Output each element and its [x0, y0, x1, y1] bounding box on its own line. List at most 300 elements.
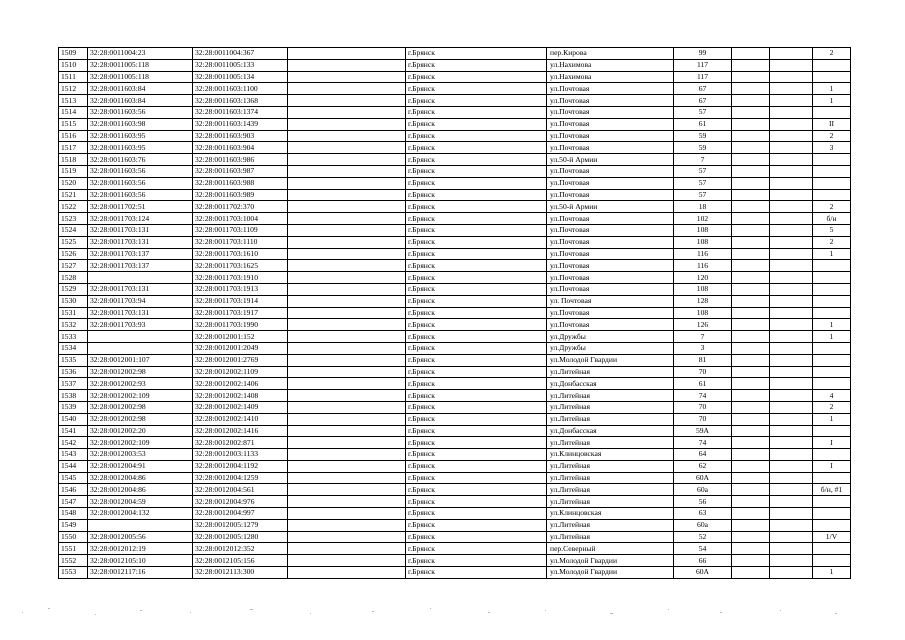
blank-cell	[770, 331, 813, 343]
blank-cell	[732, 319, 770, 331]
blank-cell	[288, 567, 406, 579]
table-row	[59, 307, 851, 319]
row-number-cell: 1528	[59, 272, 88, 284]
row-number-cell: 1510	[59, 59, 88, 71]
city-cell: г.Брянск	[406, 189, 547, 201]
blank-cell	[732, 449, 770, 461]
parcel-number-cell: 32:28:0011004:23	[88, 48, 193, 60]
row-number-cell: 1534	[59, 342, 88, 354]
apartment-cell: 1	[813, 95, 851, 107]
blank-cell	[770, 437, 813, 449]
parcel-number-cell: 32:28:0011703:131	[88, 283, 193, 295]
blank-cell	[732, 331, 770, 343]
city-cell: г.Брянск	[406, 449, 547, 461]
house-number-cell: 120	[674, 272, 732, 284]
parcel-number-cell: 32:28:0012004:132	[88, 508, 193, 520]
house-number-cell: 74	[674, 437, 732, 449]
blank-cell	[288, 319, 406, 331]
blank-cell	[288, 224, 406, 236]
blank-cell	[732, 307, 770, 319]
row-number-cell: 1512	[59, 83, 88, 95]
street-cell: ул.Почтовая	[547, 236, 674, 248]
parcel-number-cell: 32:28:0012002:98	[88, 366, 193, 378]
parcel-number-cell: 32:28:0011603:95	[88, 142, 193, 154]
object-number-cell: 32:28:0012004:976	[193, 496, 288, 508]
row-number-cell: 1519	[59, 165, 88, 177]
blank-cell	[732, 59, 770, 71]
apartment-cell: 2	[813, 130, 851, 142]
blank-cell	[732, 519, 770, 531]
table-row	[59, 106, 851, 118]
house-number-cell: 60А	[674, 472, 732, 484]
street-cell: ул.Литейная	[547, 496, 674, 508]
street-cell: ул.Нахимова	[547, 71, 674, 83]
apartment-cell: 1	[813, 413, 851, 425]
apartment-cell	[813, 283, 851, 295]
parcel-number-cell: 32:28:0011603:76	[88, 154, 193, 166]
object-number-cell: 32:28:0012004:1192	[193, 460, 288, 472]
parcel-number-cell: 32:28:0011603:98	[88, 118, 193, 130]
city-cell: г.Брянск	[406, 413, 547, 425]
house-number-cell: 74	[674, 390, 732, 402]
object-number-cell: 32:28:0011603:986	[193, 154, 288, 166]
blank-cell	[732, 48, 770, 60]
blank-cell	[732, 177, 770, 189]
apartment-cell: II	[813, 118, 851, 130]
blank-cell	[770, 342, 813, 354]
object-number-cell: 32:28:0011603:904	[193, 142, 288, 154]
apartment-cell: 4	[813, 390, 851, 402]
house-number-cell: 3	[674, 342, 732, 354]
apartment-cell	[813, 177, 851, 189]
apartment-cell: 1	[813, 248, 851, 260]
house-number-cell: 70	[674, 413, 732, 425]
street-cell: ул.Почтовая	[547, 224, 674, 236]
parcel-number-cell: 32:28:0012002:109	[88, 390, 193, 402]
row-number-cell: 1531	[59, 307, 88, 319]
parcel-number-cell: 32:28:0012002:20	[88, 425, 193, 437]
blank-cell	[288, 106, 406, 118]
object-number-cell: 32:28:0012001:152	[193, 331, 288, 343]
table-row	[59, 437, 851, 449]
apartment-cell	[813, 307, 851, 319]
table-row	[59, 484, 851, 496]
table-row	[59, 295, 851, 307]
row-number-cell: 1546	[59, 484, 88, 496]
city-cell: г.Брянск	[406, 165, 547, 177]
blank-cell	[732, 531, 770, 543]
blank-cell	[770, 213, 813, 225]
blank-cell	[288, 130, 406, 142]
city-cell: г.Брянск	[406, 59, 547, 71]
house-number-cell: 61	[674, 378, 732, 390]
blank-cell	[770, 390, 813, 402]
table-row	[59, 95, 851, 107]
row-number-cell: 1548	[59, 508, 88, 520]
apartment-cell	[813, 106, 851, 118]
blank-cell	[732, 295, 770, 307]
house-number-cell: 70	[674, 401, 732, 413]
parcel-number-cell: 32:28:0011703:131	[88, 236, 193, 248]
apartment-cell	[813, 508, 851, 520]
table-row	[59, 449, 851, 461]
table-row	[59, 425, 851, 437]
blank-cell	[770, 224, 813, 236]
object-number-cell: 32:28:0011703:1917	[193, 307, 288, 319]
apartment-cell	[813, 366, 851, 378]
street-cell: ул.Клинцовская	[547, 449, 674, 461]
street-cell: ул.Почтовая	[547, 83, 674, 95]
table-row	[59, 283, 851, 295]
city-cell: г.Брянск	[406, 283, 547, 295]
object-number-cell: 32:28:0011603:1100	[193, 83, 288, 95]
blank-cell	[770, 413, 813, 425]
blank-cell	[732, 260, 770, 272]
street-cell: ул.Почтовая	[547, 142, 674, 154]
house-number-cell: 60А	[674, 567, 732, 579]
house-number-cell: 63	[674, 508, 732, 520]
blank-cell	[288, 201, 406, 213]
blank-cell	[288, 283, 406, 295]
apartment-cell: 1	[813, 331, 851, 343]
street-cell: ул.Почтовая	[547, 165, 674, 177]
blank-cell	[288, 496, 406, 508]
blank-cell	[770, 307, 813, 319]
street-cell: ул.Клинцовская	[547, 508, 674, 520]
table-row	[59, 342, 851, 354]
apartment-cell	[813, 260, 851, 272]
table-row	[59, 460, 851, 472]
house-number-cell: 59А	[674, 425, 732, 437]
house-number-cell: 108	[674, 224, 732, 236]
table-row	[59, 260, 851, 272]
object-number-cell: 32:28:0012001:2049	[193, 342, 288, 354]
blank-cell	[732, 567, 770, 579]
city-cell: г.Брянск	[406, 83, 547, 95]
street-cell: ул.Литейная	[547, 484, 674, 496]
row-number-cell: 1535	[59, 354, 88, 366]
table-row	[59, 331, 851, 343]
object-number-cell: 32:28:0011703:1910	[193, 272, 288, 284]
house-number-cell: 67	[674, 95, 732, 107]
house-number-cell: 108	[674, 236, 732, 248]
street-cell: ул.Дружбы	[547, 331, 674, 343]
blank-cell	[770, 555, 813, 567]
table-row	[59, 154, 851, 166]
street-cell: ул.50-й Армии	[547, 154, 674, 166]
house-number-cell: 81	[674, 354, 732, 366]
house-number-cell: 7	[674, 331, 732, 343]
house-number-cell: 116	[674, 260, 732, 272]
house-number-cell: 64	[674, 449, 732, 461]
row-number-cell: 1517	[59, 142, 88, 154]
house-number-cell: 59	[674, 130, 732, 142]
row-number-cell: 1547	[59, 496, 88, 508]
blank-cell	[288, 48, 406, 60]
table-row	[59, 378, 851, 390]
city-cell: г.Брянск	[406, 106, 547, 118]
parcel-number-cell: 32:28:0012002:109	[88, 437, 193, 449]
city-cell: г.Брянск	[406, 71, 547, 83]
city-cell: г.Брянск	[406, 236, 547, 248]
blank-cell	[288, 413, 406, 425]
city-cell: г.Брянск	[406, 142, 547, 154]
blank-cell	[770, 59, 813, 71]
blank-cell	[288, 189, 406, 201]
table-row	[59, 177, 851, 189]
house-number-cell: 128	[674, 295, 732, 307]
street-cell: ул.Почтовая	[547, 213, 674, 225]
parcel-number-cell: 32:28:0011703:131	[88, 307, 193, 319]
city-cell: г.Брянск	[406, 484, 547, 496]
object-number-cell: 32:28:0011603:989	[193, 189, 288, 201]
city-cell: г.Брянск	[406, 260, 547, 272]
row-number-cell: 1550	[59, 531, 88, 543]
blank-cell	[732, 508, 770, 520]
blank-cell	[288, 272, 406, 284]
apartment-cell: б/н	[813, 213, 851, 225]
blank-cell	[770, 189, 813, 201]
apartment-cell	[813, 295, 851, 307]
blank-cell	[770, 519, 813, 531]
city-cell: г.Брянск	[406, 295, 547, 307]
parcel-number-cell: 32:28:0012012:19	[88, 543, 193, 555]
table-row	[59, 189, 851, 201]
blank-cell	[288, 543, 406, 555]
street-cell: ул.Литейная	[547, 531, 674, 543]
table-row	[59, 224, 851, 236]
city-cell: г.Брянск	[406, 272, 547, 284]
row-number-cell: 1520	[59, 177, 88, 189]
object-number-cell: 32:28:0012001:2769	[193, 354, 288, 366]
city-cell: г.Брянск	[406, 224, 547, 236]
street-cell: ул.Литейная	[547, 437, 674, 449]
blank-cell	[770, 531, 813, 543]
object-number-cell: 32:28:0012002:1409	[193, 401, 288, 413]
table-row	[59, 519, 851, 531]
street-cell: пер.Кирова	[547, 48, 674, 60]
street-cell: ул.Почтовая	[547, 95, 674, 107]
parcel-number-cell: 32:28:0011703:94	[88, 295, 193, 307]
object-number-cell: 32:28:0011703:1625	[193, 260, 288, 272]
blank-cell	[770, 236, 813, 248]
parcel-number-cell: 32:28:0012005:56	[88, 531, 193, 543]
parcel-number-cell: 32:28:0011703:124	[88, 213, 193, 225]
row-number-cell: 1522	[59, 201, 88, 213]
blank-cell	[288, 472, 406, 484]
table-row	[59, 390, 851, 402]
house-number-cell: 61	[674, 118, 732, 130]
table-row	[59, 366, 851, 378]
blank-cell	[770, 295, 813, 307]
blank-cell	[288, 295, 406, 307]
apartment-cell	[813, 543, 851, 555]
blank-cell	[288, 366, 406, 378]
parcel-number-cell: 32:28:0011005:118	[88, 71, 193, 83]
parcel-number-cell: 32:28:0012105:10	[88, 555, 193, 567]
table-row	[59, 236, 851, 248]
object-number-cell: 32:28:0012004:997	[193, 508, 288, 520]
city-cell: г.Брянск	[406, 48, 547, 60]
house-number-cell: 52	[674, 531, 732, 543]
apartment-cell: 5	[813, 224, 851, 236]
blank-cell	[770, 283, 813, 295]
blank-cell	[770, 71, 813, 83]
blank-cell	[288, 425, 406, 437]
object-number-cell: 32:28:0012113:300	[193, 567, 288, 579]
apartment-cell	[813, 342, 851, 354]
table-row	[59, 165, 851, 177]
city-cell: г.Брянск	[406, 425, 547, 437]
blank-cell	[770, 130, 813, 142]
object-number-cell: 32:28:0012002:1416	[193, 425, 288, 437]
row-number-cell: 1515	[59, 118, 88, 130]
row-number-cell: 1518	[59, 154, 88, 166]
row-number-cell: 1521	[59, 189, 88, 201]
row-number-cell: 1544	[59, 460, 88, 472]
street-cell: ул.Молодой Гвардии	[547, 567, 674, 579]
blank-cell	[732, 496, 770, 508]
blank-cell	[288, 154, 406, 166]
parcel-number-cell: 32:28:0011603:56	[88, 165, 193, 177]
blank-cell	[732, 413, 770, 425]
table-row	[59, 319, 851, 331]
row-number-cell: 1532	[59, 319, 88, 331]
row-number-cell: 1511	[59, 71, 88, 83]
street-cell: ул.Нахимова	[547, 59, 674, 71]
parcel-number-cell: 32:28:0012004:86	[88, 484, 193, 496]
parcel-number-cell: 32:28:0011603:95	[88, 130, 193, 142]
object-number-cell: 32:28:0011703:1913	[193, 283, 288, 295]
city-cell: г.Брянск	[406, 390, 547, 402]
street-cell: ул.Почтовая	[547, 248, 674, 260]
house-number-cell: 60а	[674, 519, 732, 531]
object-number-cell: 32:28:0011005:133	[193, 59, 288, 71]
street-cell: ул.Донбасская	[547, 425, 674, 437]
apartment-cell	[813, 496, 851, 508]
apartment-cell: 1	[813, 567, 851, 579]
blank-cell	[288, 342, 406, 354]
object-number-cell: 32:28:0012003:1133	[193, 449, 288, 461]
table-row	[59, 201, 851, 213]
street-cell: ул.Почтовая	[547, 106, 674, 118]
row-number-cell: 1516	[59, 130, 88, 142]
blank-cell	[288, 484, 406, 496]
blank-cell	[770, 154, 813, 166]
city-cell: г.Брянск	[406, 519, 547, 531]
object-number-cell: 32:28:0011603:1368	[193, 95, 288, 107]
object-number-cell: 32:28:0011703:1004	[193, 213, 288, 225]
apartment-cell	[813, 519, 851, 531]
apartment-cell	[813, 59, 851, 71]
blank-cell	[288, 95, 406, 107]
blank-cell	[732, 354, 770, 366]
blank-cell	[732, 236, 770, 248]
blank-cell	[288, 165, 406, 177]
object-number-cell: 32:28:0012005:1280	[193, 531, 288, 543]
house-number-cell: 57	[674, 106, 732, 118]
parcel-number-cell: 32:28:0011603:56	[88, 189, 193, 201]
blank-cell	[770, 401, 813, 413]
house-number-cell: 56	[674, 496, 732, 508]
blank-cell	[770, 142, 813, 154]
house-number-cell: 57	[674, 165, 732, 177]
blank-cell	[288, 555, 406, 567]
object-number-cell: 32:28:0012002:1109	[193, 366, 288, 378]
blank-cell	[770, 106, 813, 118]
house-number-cell: 116	[674, 248, 732, 260]
row-number-cell: 1514	[59, 106, 88, 118]
apartment-cell	[813, 154, 851, 166]
blank-cell	[732, 106, 770, 118]
blank-cell	[288, 390, 406, 402]
table-row	[59, 71, 851, 83]
object-number-cell: 32:28:0011004:367	[193, 48, 288, 60]
blank-cell	[770, 378, 813, 390]
street-cell: ул.Почтовая	[547, 189, 674, 201]
object-number-cell: 32:28:0012002:1410	[193, 413, 288, 425]
city-cell: г.Брянск	[406, 378, 547, 390]
row-number-cell: 1539	[59, 401, 88, 413]
blank-cell	[770, 319, 813, 331]
object-number-cell: 32:28:0012002:871	[193, 437, 288, 449]
house-number-cell: 62	[674, 460, 732, 472]
street-cell: ул.Дружбы	[547, 342, 674, 354]
row-number-cell: 1542	[59, 437, 88, 449]
blank-cell	[770, 567, 813, 579]
table-row	[59, 142, 851, 154]
scan-noise	[0, 600, 905, 630]
blank-cell	[770, 449, 813, 461]
blank-cell	[770, 460, 813, 472]
blank-cell	[288, 118, 406, 130]
house-number-cell: 102	[674, 213, 732, 225]
apartment-cell	[813, 555, 851, 567]
blank-cell	[770, 177, 813, 189]
parcel-number-cell: 32:28:0012004:91	[88, 460, 193, 472]
blank-cell	[770, 354, 813, 366]
parcel-number-cell: 32:28:0012002:98	[88, 401, 193, 413]
parcel-number-cell: 32:28:0012003:53	[88, 449, 193, 461]
city-cell: г.Брянск	[406, 342, 547, 354]
house-number-cell: 66	[674, 555, 732, 567]
city-cell: г.Брянск	[406, 366, 547, 378]
object-number-cell: 32:28:0011603:1439	[193, 118, 288, 130]
house-number-cell: 108	[674, 307, 732, 319]
object-number-cell: 32:28:0012002:1406	[193, 378, 288, 390]
apartment-cell: 2	[813, 48, 851, 60]
apartment-cell: 2	[813, 401, 851, 413]
row-number-cell: 1527	[59, 260, 88, 272]
row-number-cell: 1541	[59, 425, 88, 437]
street-cell: ул.Почтовая	[547, 283, 674, 295]
table-row	[59, 508, 851, 520]
apartment-cell: 2	[813, 201, 851, 213]
blank-cell	[288, 307, 406, 319]
blank-cell	[732, 201, 770, 213]
parcel-number-cell: 32:28:0011005:118	[88, 59, 193, 71]
blank-cell	[732, 95, 770, 107]
object-number-cell: 32:28:0011005:134	[193, 71, 288, 83]
blank-cell	[732, 555, 770, 567]
blank-cell	[732, 142, 770, 154]
object-number-cell: 32:28:0012004:561	[193, 484, 288, 496]
blank-cell	[732, 154, 770, 166]
apartment-cell: 3	[813, 142, 851, 154]
blank-cell	[770, 472, 813, 484]
city-cell: г.Брянск	[406, 567, 547, 579]
table-row	[59, 567, 851, 579]
